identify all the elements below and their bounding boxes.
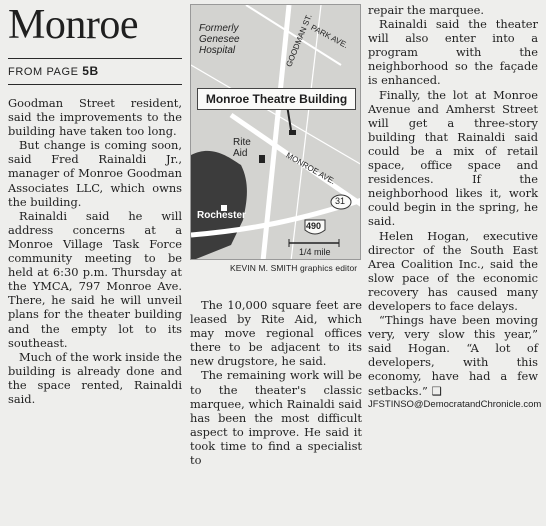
jump-line xyxy=(8,64,99,78)
route-31-label: 31 xyxy=(335,196,346,206)
paragraph: Rainaldi said he will address concerns at a Monroe Village Task Force community meeting to be held at 6:30 p.m. Thursday at the YMCA, 797 Monroe Ave. There, he said he will unveil plans for the theater building and the empty lot to its southeast. xyxy=(8,208,182,350)
paragraph: Much of the work inside the building is already done and the space rented, Rainaldi said. xyxy=(8,349,182,406)
paragraph: But change is coming soon, said Fred Rainaldi Jr., manager of Monroe Goodman Associates LLC, which owns the building. xyxy=(8,138,182,209)
headline-rule xyxy=(8,58,182,59)
column-3 xyxy=(368,3,542,412)
route-490-label: 490 xyxy=(306,221,322,231)
byline: JFSTINSO@DemocratandChronicle.com xyxy=(368,398,542,410)
paragraph: The 10,000 square feet are leased by Rite Aid, which may move regional offices there to be adjacent to its new drugstore, he said. xyxy=(190,298,362,369)
column-2 xyxy=(190,298,362,467)
city-label: Rochester xyxy=(197,210,246,221)
monroe-label: MONROE AVE. xyxy=(284,150,337,187)
paragraph: Goodman Street resident, said the improvements to the building have taken too long. xyxy=(8,96,182,139)
headline: Monroe xyxy=(8,2,138,48)
paragraph: Finally, the lot at Monroe Avenue and Amherst Street will get a three-story building that Rainaldi said could be a mix of retail space, office space and residences. If the neighborhood likes it, work could begin in the spring, he said. xyxy=(368,87,538,229)
paragraph: Helen Hogan, executive director of the South East Area Coalition Inc., said the slow pace of the economic recovery has caused many developers to face delays. xyxy=(368,228,538,313)
rite-aid-label: Rite Aid xyxy=(233,137,251,159)
goodman-label: GOODMAN ST. xyxy=(284,12,314,69)
jump-prefix: FROM PAGE xyxy=(8,66,79,78)
paragraph: “Things have been moving very, very slow this year,” said Hogan. “A lot of developers, with this economy, have had a few setbacks.” ❑ xyxy=(368,313,538,398)
park-label: PARK AVE. xyxy=(309,22,350,51)
paragraph: repair the marquee. xyxy=(368,3,485,17)
column-1 xyxy=(8,96,182,406)
jump-page: 5B xyxy=(82,64,99,78)
jump-rule xyxy=(8,84,182,85)
scale-label: 1/4 mile xyxy=(299,247,331,257)
hospital-label: Formerly Genesee Hospital xyxy=(199,23,240,56)
graphics-credit: KEVIN M. SMITH graphics editor xyxy=(230,263,358,273)
paragraph: Rainaldi said the theater will also enter into a program with the neighborhood so the façade is enhanced. xyxy=(368,17,538,88)
locator-map xyxy=(190,4,361,260)
paragraph: The remaining work will be to the theater's classic marquee, which Rainaldi said has been the most difficult aspect to improve. He said it took time to find a specialist to xyxy=(190,368,362,468)
map-title: Monroe Theatre Building xyxy=(197,88,356,110)
